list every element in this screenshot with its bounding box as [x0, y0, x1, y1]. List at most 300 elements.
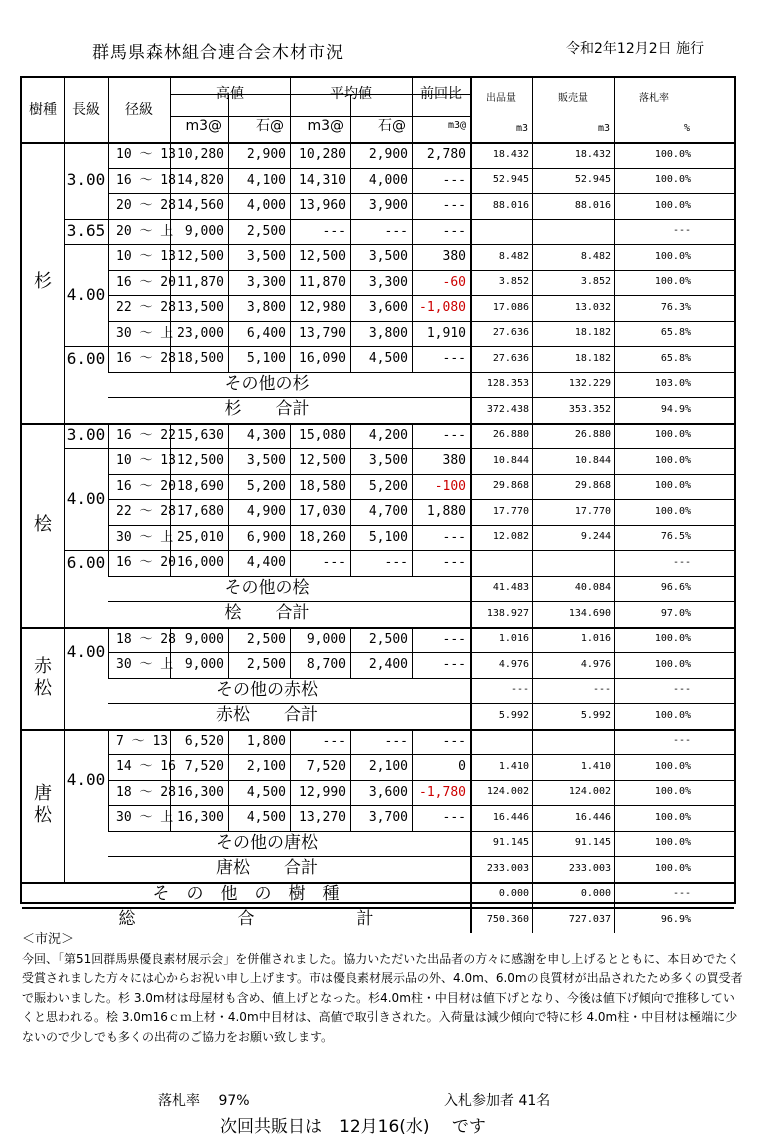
v-rule [290, 729, 291, 831]
v-rule [108, 142, 109, 372]
bid-rate: 100.0% [654, 658, 691, 670]
date-label: 令和2年12月2日 施行 [566, 41, 705, 57]
avg-m3: 13,960 [299, 198, 346, 214]
high-koku: 1,800 [246, 733, 286, 749]
sold-volume: 1.016 [580, 633, 611, 645]
bidders-count: 入札参加者 41名 [444, 1093, 551, 1109]
high-m3: 18,500 [177, 351, 224, 367]
v-rule [170, 78, 171, 142]
summary-label: その他の桧 [224, 577, 310, 598]
v-rule [350, 142, 351, 372]
bid-rate: 100.0% [654, 811, 691, 823]
species-label: 杉 [34, 271, 52, 293]
avg-m3: 14,310 [299, 172, 346, 188]
v-rule [228, 142, 229, 372]
high-m3: 23,000 [177, 325, 224, 341]
bid-rate: 76.5% [660, 531, 691, 543]
diameter-range: 30 ～ 上 [116, 810, 174, 826]
diameter-range: 20 ～ 上 [116, 223, 174, 239]
diameter-range: 30 ～ 上 [116, 657, 174, 673]
avg-m3: --- [322, 555, 346, 571]
v-rule [108, 729, 109, 831]
prev-diff: --- [442, 351, 466, 367]
summary-label: その他の赤松 [216, 679, 318, 700]
shipped-volume: 27.636 [492, 327, 529, 339]
shipped-volume: 26.880 [492, 429, 529, 441]
diameter-range: 30 ～ 上 [116, 529, 174, 545]
avg-m3: --- [322, 733, 346, 749]
avg-m3: 10,280 [299, 147, 346, 163]
high-koku: 3,300 [246, 274, 286, 290]
col-high: 高値 [216, 86, 244, 102]
bid-rate: 96.9% [660, 913, 691, 925]
high-koku: 3,500 [246, 249, 286, 265]
v-rule [290, 78, 291, 142]
h-rule [64, 244, 734, 245]
col-sold: 販売量 [558, 93, 588, 104]
shipped-volume: 1.410 [498, 760, 529, 772]
prev-diff: --- [442, 427, 466, 443]
avg-koku: 4,200 [368, 427, 408, 443]
shipped-volume: 1.016 [498, 633, 529, 645]
diameter-range: 30 ～ 上 [116, 325, 174, 341]
v-rule [108, 423, 109, 576]
summary-label: 唐松 合計 [216, 858, 318, 879]
diameter-range: 10 ～ 13 [116, 249, 176, 265]
prev-diff: --- [442, 529, 466, 545]
shipped-volume: 91.145 [492, 837, 529, 849]
avg-koku: 4,700 [368, 504, 408, 520]
summary-label: 総 合 計 [118, 909, 374, 930]
diameter-range: 16 ～ 28 [116, 351, 176, 367]
shipped-volume [470, 729, 532, 755]
high-koku: 6,900 [246, 529, 286, 545]
prev-diff: 0 [458, 759, 466, 775]
bid-rate: 76.3% [660, 301, 691, 313]
sold-volume: 13.032 [574, 301, 611, 313]
high-m3: 14,560 [177, 198, 224, 214]
sold-volume: 40.084 [574, 582, 611, 594]
sold-volume: 17.770 [574, 505, 611, 517]
sold-volume: 353.352 [568, 403, 611, 415]
h-rule [22, 627, 734, 629]
high-koku: 2,100 [246, 759, 286, 775]
shipped-volume: 8.482 [498, 250, 529, 262]
unit-avg-m3: m3@ [307, 118, 344, 134]
h-rule [108, 474, 734, 475]
avg-koku: --- [384, 555, 408, 571]
shipped-volume: 17.770 [492, 505, 529, 517]
shipped-volume [470, 550, 532, 576]
v-rule [170, 627, 171, 678]
h-rule [108, 270, 734, 271]
h-rule [108, 652, 734, 653]
h-rule [64, 550, 734, 551]
shipped-volume: 5.992 [498, 709, 529, 721]
v-rule [412, 627, 413, 678]
high-koku: 2,500 [246, 657, 286, 673]
length-label: 6.00 [66, 552, 106, 572]
bid-rate: --- [672, 556, 691, 568]
avg-m3: 18,580 [299, 478, 346, 494]
market-heading: ＜市況＞ [22, 932, 75, 947]
species-label: 唐松 [34, 783, 52, 826]
prev-diff: -100 [434, 478, 466, 494]
prev-diff: 1,910 [426, 325, 466, 341]
prev-diff: -1,780 [419, 784, 466, 800]
h-rule [22, 729, 734, 731]
shipped-volume: 138.927 [486, 607, 529, 619]
prev-diff: --- [442, 198, 466, 214]
h-rule [22, 907, 734, 909]
avg-koku: 3,300 [368, 274, 408, 290]
avg-koku: --- [384, 733, 408, 749]
sold-volume [532, 550, 614, 576]
species-label: 赤松 [34, 655, 52, 699]
length-label: 3.00 [66, 170, 106, 190]
prev-diff: 380 [442, 249, 466, 265]
bid-rate: 103.0% [654, 378, 691, 390]
high-koku: 3,800 [246, 300, 286, 316]
page-title: 群馬県森林組合連合会木材市況 [92, 43, 344, 63]
sold-volume: 233.003 [568, 862, 611, 874]
col-species: 樹種 [29, 102, 57, 118]
high-m3: 10,280 [177, 147, 224, 163]
sold-volume: 91.145 [574, 837, 611, 849]
h-rule [22, 423, 734, 425]
sold-volume: 16.446 [574, 811, 611, 823]
shipped-volume: 372.438 [486, 403, 529, 415]
length-label: 4.00 [66, 769, 106, 789]
avg-koku: 2,500 [368, 631, 408, 647]
high-m3: 15,630 [177, 427, 224, 443]
h-rule [108, 703, 734, 704]
bid-rate: 100.0% [654, 454, 691, 466]
h-rule [108, 295, 734, 296]
avg-koku: 3,600 [368, 784, 408, 800]
diameter-range: 22 ～ 28 [116, 300, 176, 316]
bid-rate: 100.0% [654, 633, 691, 645]
unit-prev-m3: m3@ [447, 120, 466, 131]
h-rule [64, 448, 734, 449]
bid-rate: 100.0% [654, 148, 691, 160]
h-rule [108, 525, 734, 526]
h-rule [108, 780, 734, 781]
col-diameter: 径級 [125, 102, 153, 118]
sold-volume: 134.690 [568, 607, 611, 619]
v-rule [614, 142, 615, 933]
h-rule [108, 678, 734, 679]
avg-koku: 4,500 [368, 351, 408, 367]
high-m3: 11,870 [177, 274, 224, 290]
sold-volume: 18.182 [574, 352, 611, 364]
unit-high-m3: m3@ [185, 118, 222, 134]
shipped-volume: 88.016 [492, 199, 529, 211]
high-koku: 2,900 [246, 147, 286, 163]
v-rule [290, 142, 291, 372]
avg-koku: 2,900 [368, 147, 408, 163]
col-prev: 前回比 [420, 86, 462, 102]
bid-rate: 100.0% [654, 505, 691, 517]
bid-rate: 100.0% [654, 760, 691, 772]
avg-koku: 4,000 [368, 172, 408, 188]
v-rule [532, 78, 533, 142]
bid-rate: 97.0% [660, 607, 691, 619]
col-shipped: 出品量 [486, 93, 516, 104]
bid-rate: --- [672, 225, 691, 237]
h-rule [108, 754, 734, 755]
bid-rate: 100.0% [654, 480, 691, 492]
avg-m3: 15,080 [299, 427, 346, 443]
shipped-volume: 16.446 [492, 811, 529, 823]
h-rule [108, 168, 734, 169]
v-rule [228, 423, 229, 576]
bid-rate: 94.9% [660, 403, 691, 415]
avg-m3: 18,260 [299, 529, 346, 545]
shipped-volume [470, 219, 532, 245]
high-koku: 2,500 [246, 223, 286, 239]
v-rule [350, 627, 351, 678]
high-m3: 25,010 [177, 529, 224, 545]
avg-koku: 5,100 [368, 529, 408, 545]
avg-koku: 2,400 [368, 657, 408, 673]
h-rule [108, 193, 734, 194]
v-rule [170, 423, 171, 576]
v-rule [64, 142, 65, 882]
v-rule [532, 142, 533, 933]
h-rule [108, 499, 734, 500]
diameter-range: 18 ～ 28 [116, 631, 176, 647]
prev-diff: --- [442, 172, 466, 188]
shipped-volume: 41.483 [492, 582, 529, 594]
v-rule [228, 729, 229, 831]
col-length: 長級 [72, 102, 100, 118]
bid-rate: 100.0% [654, 276, 691, 288]
h-rule [170, 116, 471, 117]
next-sale-date: 次回共販日は 12月16(水) です [220, 1117, 486, 1137]
v-rule [108, 627, 109, 678]
summary-label: 杉 合計 [224, 399, 310, 420]
high-m3: 6,520 [184, 733, 224, 749]
sold-volume: 29.868 [574, 480, 611, 492]
high-m3: 7,520 [184, 759, 224, 775]
species-label: 桧 [34, 513, 52, 535]
sold-volume: 8.482 [580, 250, 611, 262]
sold-volume: 132.229 [568, 378, 611, 390]
sold-volume: 0.000 [580, 888, 611, 900]
avg-koku: 3,500 [368, 249, 408, 265]
v-rule [614, 78, 615, 142]
v-rule [108, 78, 109, 142]
v-rule [412, 729, 413, 831]
diameter-range: 10 ～ 13 [116, 147, 176, 163]
h-rule [170, 94, 471, 95]
col-avg: 平均値 [330, 86, 372, 102]
bid-rate: 100.0% [654, 174, 691, 186]
v-rule [350, 423, 351, 576]
bid-rate: 100.0% [654, 786, 691, 798]
shipped-volume: --- [510, 684, 529, 696]
diameter-range: 16 ～ 20 [116, 274, 176, 290]
sold-volume: 88.016 [574, 199, 611, 211]
shipped-volume: 10.844 [492, 454, 529, 466]
diameter-range: 22 ～ 28 [116, 504, 176, 520]
v-rule [412, 423, 413, 576]
avg-m3: 7,520 [306, 759, 346, 775]
high-koku: 4,400 [246, 555, 286, 571]
sold-volume: --- [592, 684, 611, 696]
avg-koku: --- [384, 223, 408, 239]
high-koku: 6,400 [246, 325, 286, 341]
h-rule [108, 397, 734, 398]
v-rule [350, 729, 351, 831]
summary-label: そ の 他 の 樹 種 [152, 883, 340, 904]
shipped-volume: 233.003 [486, 862, 529, 874]
rate-summary: 落札率 97% [158, 1093, 250, 1109]
avg-koku: 3,600 [368, 300, 408, 316]
avg-koku: 3,700 [368, 810, 408, 826]
sold-volume: 9.244 [580, 531, 611, 543]
high-m3: 9,000 [184, 223, 224, 239]
bid-rate: 100.0% [654, 837, 691, 849]
h-rule [64, 219, 734, 220]
avg-m3: 9,000 [306, 631, 346, 647]
shipped-volume: 4.976 [498, 658, 529, 670]
high-koku: 5,100 [246, 351, 286, 367]
high-m3: 13,500 [177, 300, 224, 316]
length-label: 4.00 [66, 489, 106, 508]
prev-diff: 380 [442, 453, 466, 469]
avg-koku: 3,500 [368, 453, 408, 469]
high-m3: 17,680 [177, 504, 224, 520]
prev-diff: --- [442, 733, 466, 749]
prev-diff: --- [442, 223, 466, 239]
avg-koku: 3,900 [368, 198, 408, 214]
prev-diff: -60 [442, 274, 466, 290]
h-rule [108, 321, 734, 322]
prev-diff: 2,780 [426, 147, 466, 163]
diameter-range: 14 ～ 16 [116, 759, 176, 775]
prev-diff: --- [442, 657, 466, 673]
avg-m3: 12,990 [299, 784, 346, 800]
market-text: 今回、「第51回群馬県優良素材展示会」を併催されました。協力いただいた出品者の方々に感謝を申し上げるとともに、本日めでたく受賞されました方々には心からお祝い申し上げます。市は優良素材展示品の外、4.0m、6.0mの良質材が出品されたため多くの買受者で賑わいました。杉 3.0m材は母屋材も含め、値上げとなった。杉4.0m柱・中目材は値下げとなり、今後は値下げ傾向で推移していくと思われる。桧 3.0m16ｃｍ上材・4.0m中目材は、高値で取引きされた。入荷量は減少傾向で特に杉 4.0m柱・中目材は極端に少ないので少しでも多くの出荷のご協力をお願い致します。 [22, 951, 743, 1044]
high-m3: 16,000 [177, 555, 224, 571]
unit-sold: m3 [597, 123, 610, 134]
diameter-range: 18 ～ 28 [116, 784, 176, 800]
sold-volume: 3.852 [580, 276, 611, 288]
high-koku: 4,300 [246, 427, 286, 443]
avg-koku: 2,100 [368, 759, 408, 775]
market-table [20, 76, 736, 930]
shipped-volume: 128.353 [486, 378, 529, 390]
sold-volume: 5.992 [580, 709, 611, 721]
sold-volume: 18.182 [574, 327, 611, 339]
unit-avg-koku: 石@ [378, 118, 406, 134]
high-koku: 4,100 [246, 172, 286, 188]
h-rule [108, 831, 734, 832]
h-rule [64, 346, 734, 347]
high-koku: 3,500 [246, 453, 286, 469]
shipped-volume: 12.082 [492, 531, 529, 543]
bid-rate: 65.8% [660, 352, 691, 364]
shipped-volume: 52.945 [492, 174, 529, 186]
v-rule [170, 142, 171, 372]
length-label: 3.00 [66, 425, 106, 445]
v-rule [350, 94, 351, 142]
h-rule [108, 576, 734, 577]
unit-rate: % [683, 123, 690, 134]
shipped-volume: 0.000 [498, 888, 529, 900]
sold-volume: 727.037 [568, 913, 611, 925]
h-rule [108, 372, 734, 373]
bid-rate: 65.8% [660, 327, 691, 339]
bid-rate: 100.0% [654, 862, 691, 874]
v-rule [64, 78, 65, 142]
high-m3: 12,500 [177, 249, 224, 265]
summary-label: 桧 合計 [224, 603, 310, 624]
bid-rate: --- [672, 888, 691, 900]
diameter-range: 16 ～ 18 [116, 172, 176, 188]
h-rule [108, 805, 734, 806]
high-m3: 18,690 [177, 478, 224, 494]
v-rule [228, 94, 229, 142]
v-rule [290, 627, 291, 678]
high-koku: 4,500 [246, 784, 286, 800]
sold-volume: 52.945 [574, 174, 611, 186]
prev-diff: --- [442, 810, 466, 826]
diameter-range: 16 ～ 20 [116, 478, 176, 494]
v-rule [412, 78, 413, 142]
bid-rate: 96.6% [660, 582, 691, 594]
avg-m3: 8,700 [306, 657, 346, 673]
avg-m3: 13,270 [299, 810, 346, 826]
shipped-volume: 18.432 [492, 148, 529, 160]
bid-rate: --- [672, 735, 691, 747]
avg-m3: 12,500 [299, 249, 346, 265]
sold-volume [532, 219, 614, 245]
length-label: 4.00 [66, 285, 106, 304]
high-koku: 4,900 [246, 504, 286, 520]
summary-label: その他の杉 [224, 373, 310, 394]
high-m3: 16,300 [177, 810, 224, 826]
sold-volume: 124.002 [568, 786, 611, 798]
avg-m3: --- [322, 223, 346, 239]
avg-m3: 16,090 [299, 351, 346, 367]
length-label: 6.00 [66, 348, 106, 368]
prev-diff: --- [442, 631, 466, 647]
length-label: 3.65 [66, 221, 106, 241]
sold-volume: 4.976 [580, 658, 611, 670]
v-rule [470, 142, 472, 933]
v-rule [470, 78, 472, 142]
diameter-range: 10 ～ 13 [116, 453, 176, 469]
avg-koku: 3,800 [368, 325, 408, 341]
prev-diff: 1,880 [426, 504, 466, 520]
unit-high-koku: 石@ [256, 118, 284, 134]
summary-label: 赤松 合計 [216, 705, 318, 726]
bid-rate: 100.0% [654, 250, 691, 262]
avg-m3: 13,790 [299, 325, 346, 341]
shipped-volume: 29.868 [492, 480, 529, 492]
high-m3: 12,500 [177, 453, 224, 469]
shipped-volume: 3.852 [498, 276, 529, 288]
high-m3: 16,300 [177, 784, 224, 800]
high-m3: 9,000 [184, 657, 224, 673]
diameter-range: 16 ～ 22 [116, 427, 176, 443]
sold-volume: 1.410 [580, 760, 611, 772]
avg-m3: 12,500 [299, 453, 346, 469]
high-koku: 4,500 [246, 810, 286, 826]
